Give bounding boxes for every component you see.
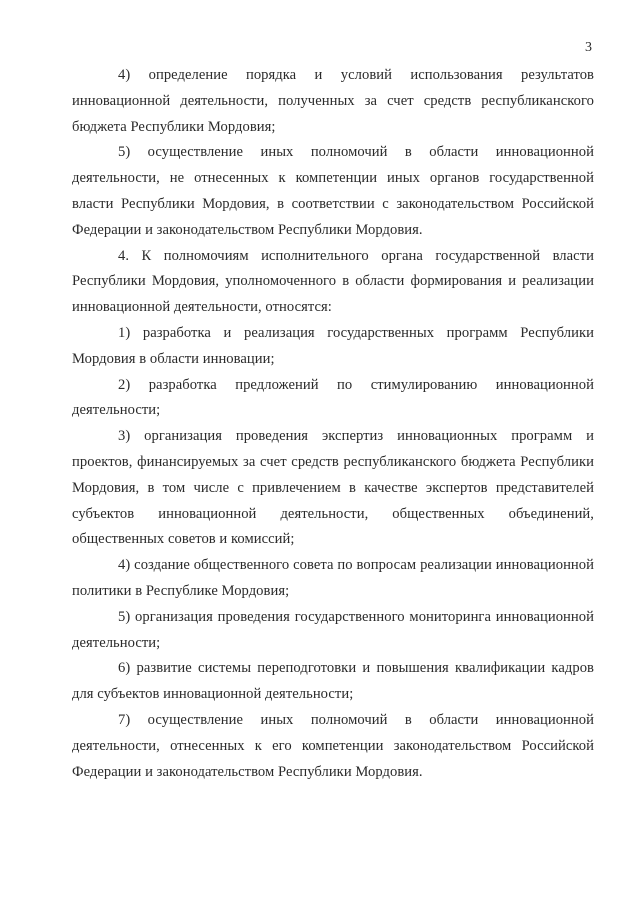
paragraph-item-5-monitoring: 5) организация проведения государственного мониторинга инновационной деятельности; [72,608,594,651]
paragraph-item-1-programs: 1) разработка и реализация государственных программ Республики Мордовия в области инновации; [72,324,594,367]
paragraph-item-6-training: 6) развитие системы переподготовки и повышения квалификации кадров для субъектов инновационной деятельности; [72,660,594,703]
paragraph-item-5-other-powers: 5) осуществление иных полномочий в области инновационной деятельности, не отнесенных к компетенции иных органов государственной власти Республики Мордовия, в соответствии с законодательством Российской Федерации и законодательством Республики Мордовия. [72,144,594,238]
paragraph-item-3-expertise: 3) организация проведения экспертиз инновационных программ и проектов, финансируемых за счет средств республиканского бюджета Республики Мордовия, в том числе с привлечением в качестве экспертов представителей субъектов инновационной деятельности, общественных объединений, общественных советов и комиссий; [72,428,594,548]
page-number: 3 [585,40,592,55]
paragraph-item-2-proposals: 2) разработка предложений по стимулированию инновационной деятельности; [72,376,594,419]
paragraph-item-4-council: 4) создание общественного совета по вопросам реализации инновационной политики в Республике Мордовия; [72,557,594,599]
document-body [72,63,594,785]
paragraph-section-4-heading: 4. К полномочиям исполнительного органа государственной власти Республики Мордовия, уполномоченного в области формирования и реализации инновационной деятельности, относятся: [72,247,594,316]
paragraph-item-4-results: 4) определение порядка и условий использования результатов инновационной деятельности, полученных за счет средств республиканского бюджета Республики Мордовия; [72,67,594,135]
paragraph-item-7-other-powers: 7) осуществление иных полномочий в области инновационной деятельности, отнесенных к его компетенции законодательством Российской Федерации и законодательством Республики Мордовия. [72,711,594,780]
